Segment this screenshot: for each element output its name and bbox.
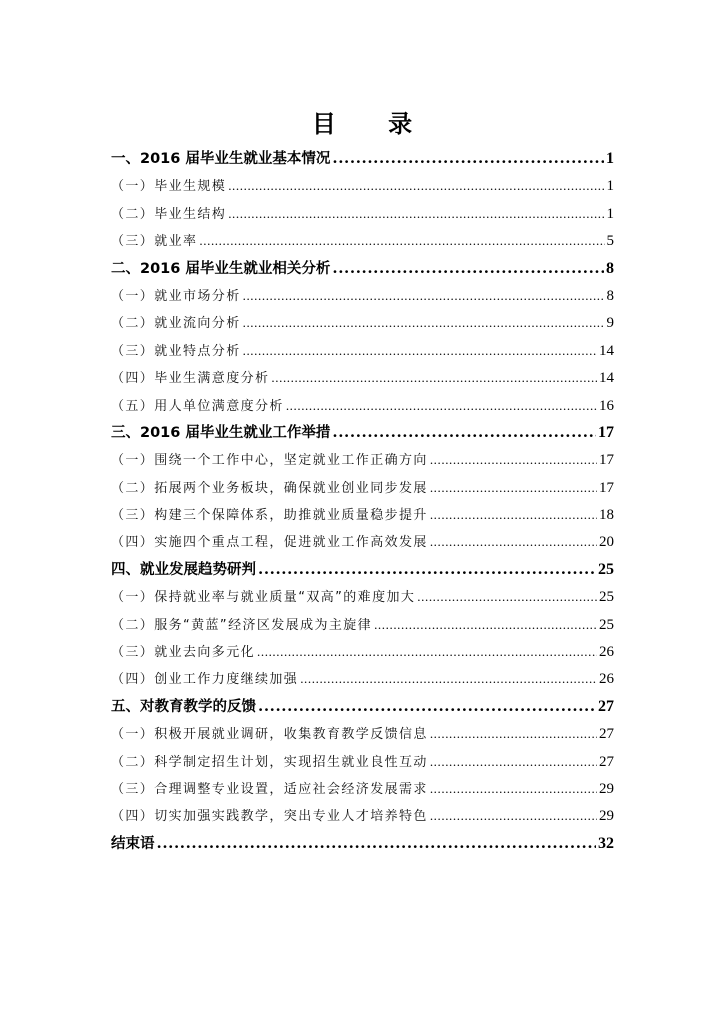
toc-entry-label: （一）毕业生规模: [111, 179, 227, 195]
toc-entry[interactable]: [111, 255, 614, 282]
toc-entry[interactable]: [111, 775, 614, 802]
toc-entry[interactable]: [111, 392, 614, 419]
toc-entry-label: 结束语: [111, 835, 155, 852]
toc-entry-label: （四）创业工作力度继续加强: [111, 672, 299, 688]
toc-entry-label: （二）就业流向分析: [111, 316, 241, 332]
toc-entry[interactable]: [111, 748, 614, 775]
toc-entry-page: 1: [606, 205, 614, 222]
toc-entry-label: （二）拓展两个业务板块，确保就业创业同步发展: [111, 480, 428, 496]
toc-leader-dots: [430, 474, 597, 502]
toc-entry-page: 25: [599, 616, 614, 633]
toc-entry-page: 27: [599, 726, 614, 743]
toc-entry-label: （五）用人单位满意度分析: [111, 398, 284, 414]
toc-entry[interactable]: [111, 172, 614, 199]
toc-entry-label: （三）就业去向多元化: [111, 645, 256, 661]
toc-entry[interactable]: [111, 145, 614, 172]
toc-leader-dots: [430, 775, 597, 803]
toc-entry-label: （三）构建三个保障体系，助推就业质量稳步提升: [111, 508, 428, 524]
toc-entry[interactable]: [111, 501, 614, 528]
toc-leader-dots: [430, 446, 597, 474]
toc-entry[interactable]: [111, 802, 614, 829]
toc-entry[interactable]: [111, 227, 614, 254]
toc-entry-page: 5: [606, 233, 614, 250]
toc-entry[interactable]: [111, 830, 614, 857]
toc-leader-dots: [257, 638, 597, 666]
toc-entry[interactable]: [111, 583, 614, 610]
toc-entry-page: 26: [599, 671, 614, 688]
toc-entry[interactable]: [111, 364, 614, 391]
toc-entry-page: 17: [599, 479, 614, 496]
toc-entry-label: （二）服务“黄蓝”经济区发展成为主旋律: [111, 617, 373, 633]
toc-entry-label: （一）就业市场分析: [111, 288, 241, 304]
toc-entry[interactable]: [111, 556, 614, 583]
toc-entry-page: 14: [599, 370, 614, 387]
toc-entry-label: （三）就业特点分析: [111, 343, 241, 359]
toc-entry-label: （四）切实加强实践教学，突出专业人才培养特色: [111, 809, 428, 825]
toc-entry-page: 16: [599, 397, 614, 414]
toc-entry-label: 五、对教育教学的反馈: [111, 698, 256, 715]
toc-leader-dots: [430, 720, 597, 748]
toc-leader-dots: [228, 200, 604, 228]
toc-entry-page: 29: [599, 808, 614, 825]
toc-entry[interactable]: [111, 693, 614, 720]
toc-entry[interactable]: [111, 528, 614, 555]
toc-entry-label: （二）科学制定招生计划，实现招生就业良性互动: [111, 754, 428, 770]
toc-leader-dots: [271, 364, 597, 392]
toc-entry-page: 8: [606, 287, 614, 304]
toc-entry-label: 三、2016 届毕业生就业工作举措: [111, 424, 331, 441]
toc-entry-page: 17: [598, 423, 614, 441]
toc-leader-dots: [243, 309, 605, 337]
toc-entry[interactable]: [111, 611, 614, 638]
toc-entry-page: 27: [599, 753, 614, 770]
toc-entry-page: 1: [606, 150, 614, 167]
toc-entry-label: （四）实施四个重点工程，促进就业工作高效发展: [111, 535, 428, 551]
toc-entry[interactable]: [111, 419, 614, 446]
toc-leader-dots: [332, 255, 604, 282]
toc-entry-page: 9: [606, 315, 614, 332]
toc-leader-dots: [417, 583, 597, 611]
toc-leader-dots: [332, 145, 604, 172]
toc-entry-label: 一、2016 届毕业生就业基本情况: [111, 151, 331, 167]
toc-entry-label: 二、2016 届毕业生就业相关分析: [111, 260, 331, 277]
toc-entry[interactable]: [111, 720, 614, 747]
toc-entry-page: 29: [599, 780, 614, 797]
toc-entry-label: （一）围绕一个工作中心，坚定就业工作正确方向: [111, 453, 428, 469]
toc-entry[interactable]: [111, 309, 614, 336]
page-title: 目 录: [311, 109, 435, 138]
toc-entry-label: （一）保持就业率与就业质量“双高”的难度加大: [111, 590, 416, 606]
toc-entry[interactable]: [111, 200, 614, 227]
toc-entry-page: 20: [599, 534, 614, 551]
toc-entry-page: 14: [599, 342, 614, 359]
toc-entry-label: （二）毕业生结构: [111, 206, 227, 222]
toc-leader-dots: [300, 665, 597, 693]
toc-leader-dots: [430, 528, 597, 556]
toc-leader-dots: [430, 501, 597, 529]
toc-entry[interactable]: [111, 337, 614, 364]
toc-leader-dots: [258, 693, 596, 720]
toc-leader-dots: [243, 282, 605, 310]
toc-leader-dots: [243, 337, 597, 365]
toc-entry-label: （三）就业率: [111, 234, 198, 250]
toc-leader-dots: [199, 227, 604, 255]
toc-entry[interactable]: [111, 665, 614, 692]
toc-entry-label: 四、就业发展趋势研判: [111, 561, 256, 578]
toc-leader-dots: [258, 556, 596, 583]
toc-leader-dots: [286, 392, 597, 420]
toc-entry-page: 32: [598, 834, 614, 852]
toc-entry-page: 25: [598, 560, 614, 578]
toc-entry-page: 25: [599, 589, 614, 606]
toc-entry-page: 1: [606, 178, 614, 195]
toc-entry-page: 26: [599, 644, 614, 661]
toc-leader-dots: [157, 830, 597, 857]
toc-entry-page: 17: [599, 452, 614, 469]
toc-entry[interactable]: [111, 638, 614, 665]
toc-leader-dots: [228, 172, 604, 200]
toc-entry[interactable]: [111, 446, 614, 473]
table-of-contents: [111, 145, 614, 857]
toc-entry-label: （一）积极开展就业调研，收集教育教学反馈信息: [111, 727, 428, 743]
toc-leader-dots: [374, 611, 597, 639]
toc-entry[interactable]: [111, 474, 614, 501]
toc-leader-dots: [430, 748, 597, 776]
toc-entry-page: 27: [598, 697, 614, 715]
toc-entry-page: 8: [606, 259, 614, 277]
toc-leader-dots: [430, 802, 597, 830]
toc-leader-dots: [332, 419, 596, 446]
toc-entry-label: （四）毕业生满意度分析: [111, 371, 270, 387]
toc-entry[interactable]: [111, 282, 614, 309]
toc-entry-page: 18: [599, 507, 614, 524]
toc-entry-label: （三）合理调整专业设置，适应社会经济发展需求: [111, 781, 428, 797]
